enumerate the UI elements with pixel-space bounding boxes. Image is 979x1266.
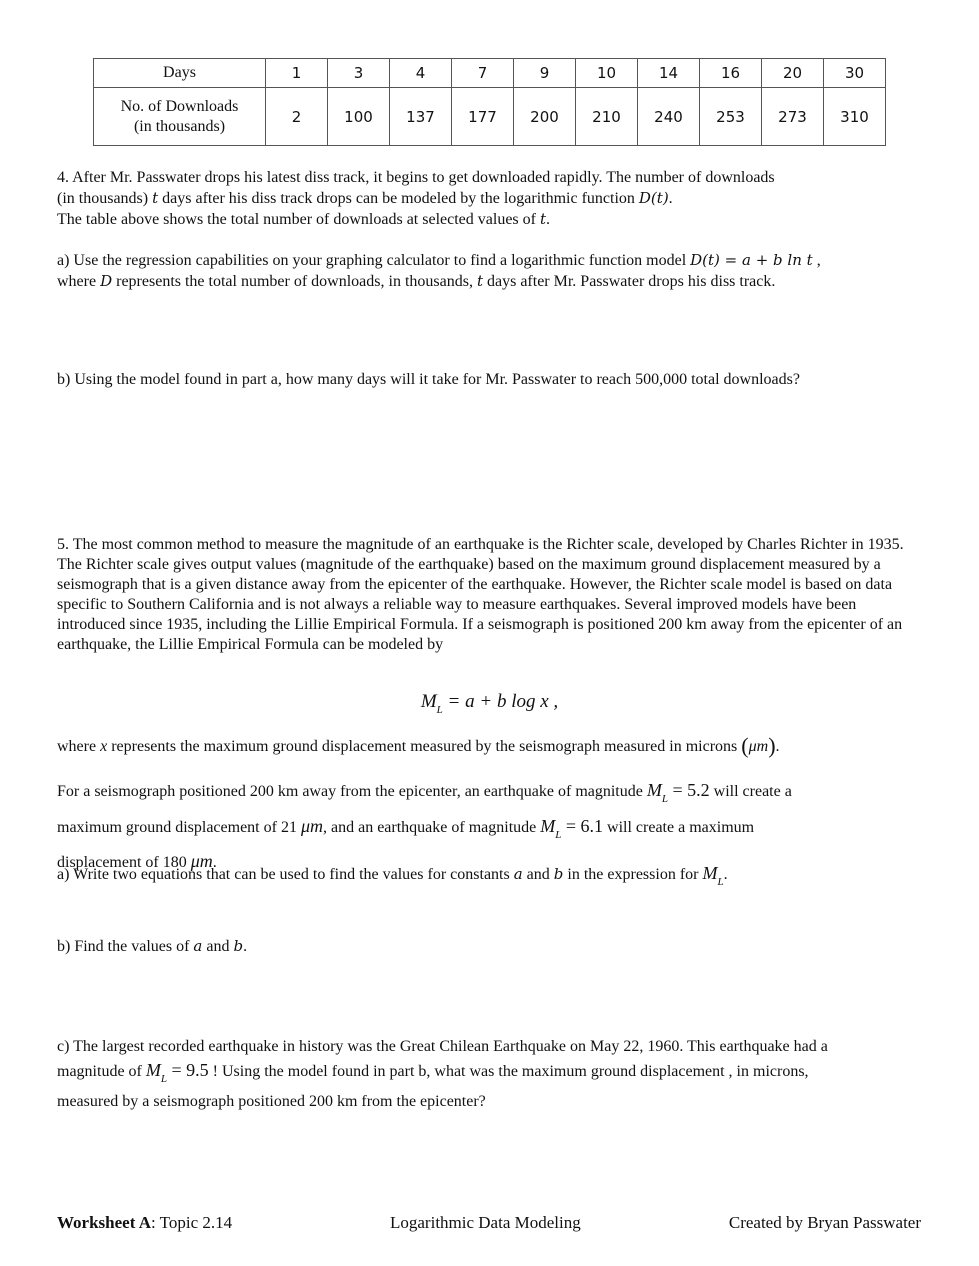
q5-part-b: b) Find the values of a and b. (57, 937, 248, 955)
table-cell: 210 (576, 88, 638, 146)
table-cell: 16 (700, 59, 762, 88)
table-cell: 14 (638, 59, 700, 88)
q5-given-line1: For a seismograph positioned 200 km away from the epicenter, an earthquake of magnitude $M_L = 5.2$ will create a (57, 780, 792, 805)
table-cell: 100 (328, 88, 390, 146)
table-cell: 310 (824, 88, 886, 146)
table-cell: 137 (390, 88, 452, 146)
table-cell: 10 (576, 59, 638, 88)
q4-a-line2: where D represents the total number of downloads, in thousands, t days after Mr. Passwater drops his diss track. (57, 272, 776, 290)
table-cell: 4 (390, 59, 452, 88)
q4-intro-line2: (in thousands) t days after his diss track drops can be modeled by the logarithmic function D(t). (57, 189, 673, 207)
downloads-table (93, 58, 886, 146)
q5-where: where x represents the maximum ground displacement measured by the seismograph measured in microns (μm). (57, 733, 780, 758)
table-cell: 1 (266, 59, 328, 88)
footer-author: Created by Bryan Passwater (728, 1213, 921, 1232)
q5-intro: 5. The most common method to measure the magnitude of an earthquake is the Richter scale, developed by Charles Richter in 1935. The Richter scale gives output values (magnitude of the earthquake) based on the maximum ground displacement measured by a seismograph that is a given distance away from the epicenter of the earthquake. However, the Richter scale model is based on data specific to Southern California and is not always a reliable way to measure earthquakes. Several improved models have been introduced since 1935, including the Lillie Empirical Formula. If a seismograph is positioned 200 km away from the epicenter of an earthquake, the Lillie Empirical Formula can be modeled by (57, 536, 904, 653)
q4-intro-line3: The table above shows the total number of downloads at selected values of t. (57, 210, 550, 228)
q5-given-line3: displacement of 180 μm. (57, 851, 217, 871)
table-row-downloads (94, 88, 886, 146)
row-label-line1: No. of Downloads (120, 97, 239, 115)
table-cell: 273 (762, 88, 824, 146)
table-cell: 3 (328, 59, 390, 88)
q5-c-line2: magnitude of $M_L = 9.5$ ! Using the model found in part b, what was the maximum ground displacement , in microns, (57, 1060, 809, 1085)
q4-part-a (57, 250, 921, 292)
q5-c-line3: measured by a seismograph positioned 200 km from the epicenter? (57, 1093, 486, 1110)
table-cell: 30 (824, 59, 886, 88)
table-cell: 200 (514, 88, 576, 146)
q4-a-line1: a) Use the regression capabilities on your graphing calculator to find a logarithmic function model D(t) = a + b ln t , (57, 251, 821, 269)
footer-worksheet: Worksheet A: Topic 2.14 (57, 1213, 233, 1232)
q4-part-b: b) Using the model found in part a, how many days will it take for Mr. Passwater to reach 500,000 total downloads? (57, 371, 800, 388)
table-cell: 7 (452, 59, 514, 88)
row-label-line2: (in thousands) (133, 117, 226, 135)
table-cell: 2 (266, 88, 328, 146)
q5-c-line1: c) The largest recorded earthquake in history was the Great Chilean Earthquake on May 22, 1960. This earthquake had a (57, 1038, 828, 1055)
row-label-downloads (94, 88, 266, 146)
table-cell: 177 (452, 88, 514, 146)
q5-part-c (57, 1037, 927, 1112)
table-cell: 20 (762, 59, 824, 88)
q4-intro (57, 168, 921, 230)
table-cell: 253 (700, 88, 762, 146)
table-cell: 240 (638, 88, 700, 146)
footer-title: Logarithmic Data Modeling (390, 1213, 581, 1232)
row-label-days: Days (94, 59, 266, 88)
lillie-formula: $M_L = a + b$ log x , (420, 691, 559, 716)
table-row-days (94, 59, 886, 88)
q4-intro-line1: 4. After Mr. Passwater drops his latest diss track, it begins to get downloaded rapidly. The number of downloads (57, 169, 775, 186)
table-cell: 9 (514, 59, 576, 88)
q5-given-line2: maximum ground displacement of 21 μm, and an earthquake of magnitude $M_L = 6.1$ will create a maximum (57, 816, 755, 841)
q5-part-a: a) Write two equations that can be used to find the values for constants a and b in the expression for $M_L$. (57, 863, 728, 888)
